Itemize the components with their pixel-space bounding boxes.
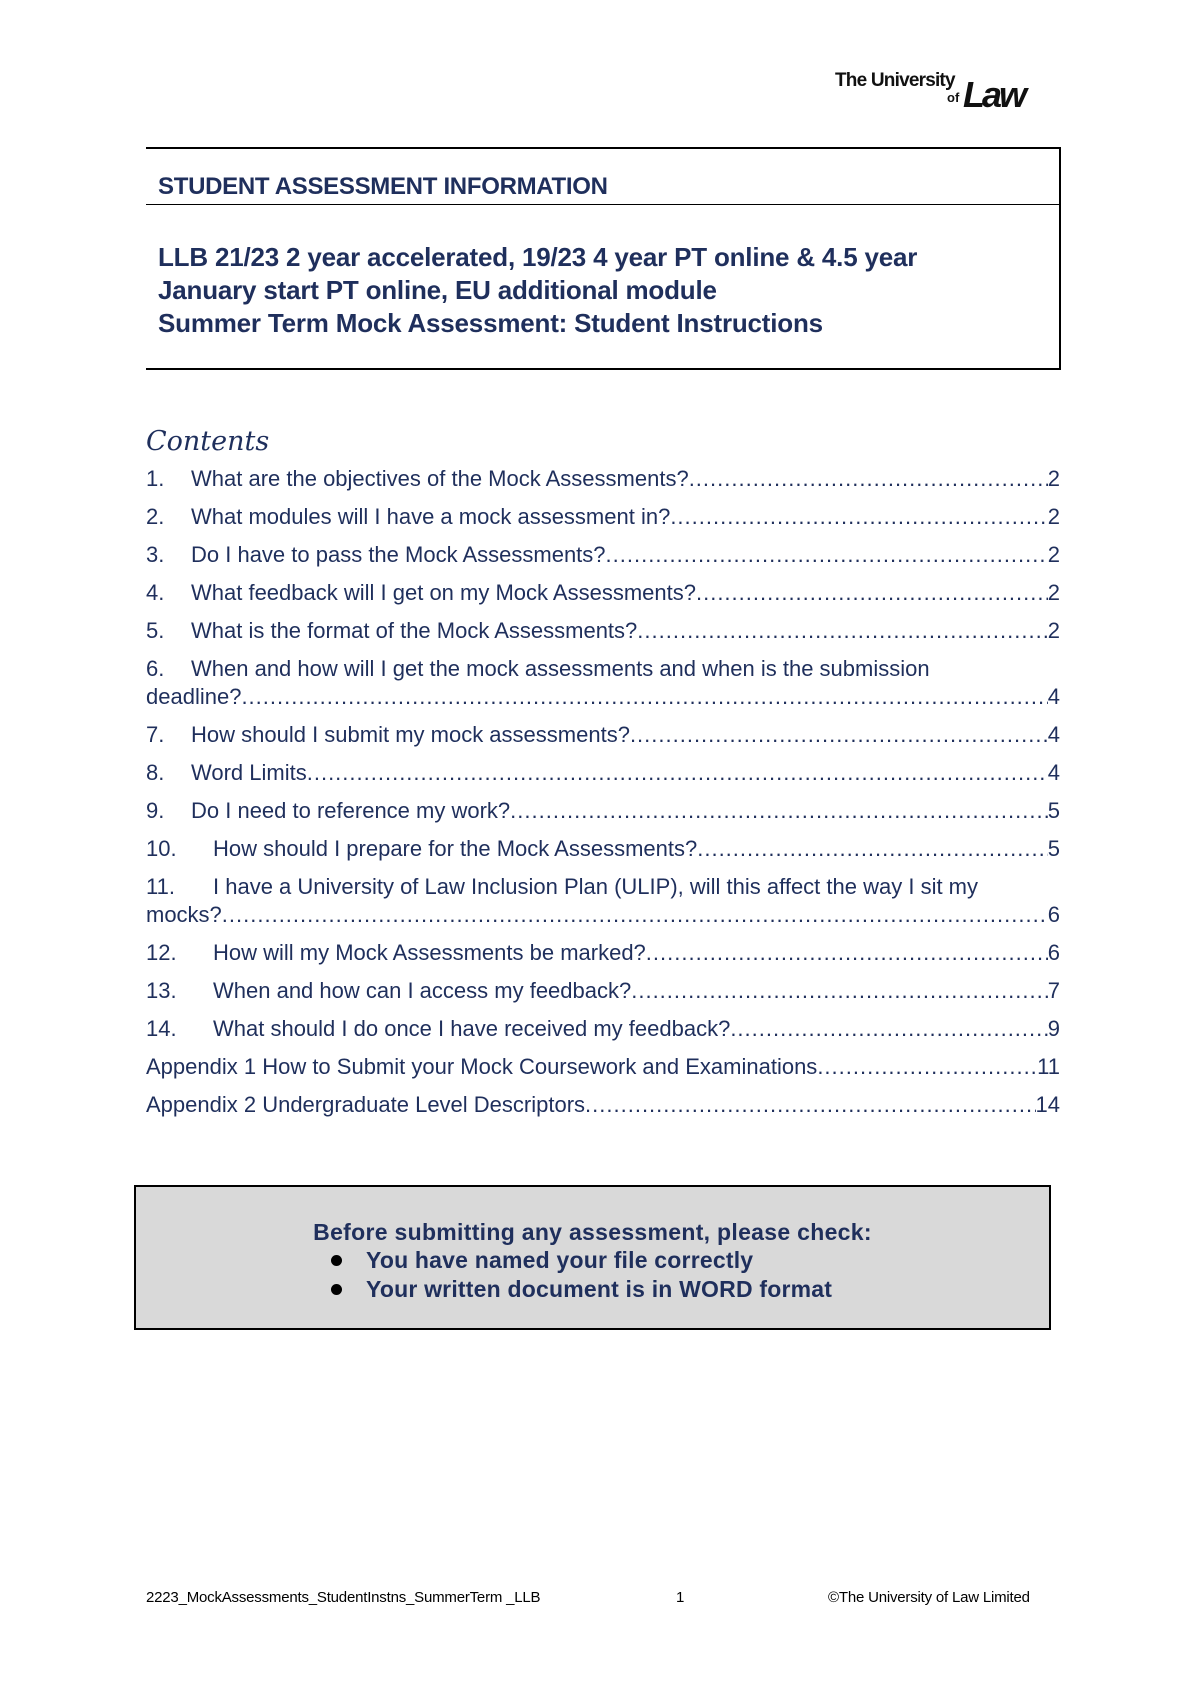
toc-number: 13. bbox=[146, 978, 177, 1003]
toc-entry[interactable] bbox=[146, 503, 1060, 541]
toc-title: What are the objectives of the Mock Assessments? bbox=[191, 466, 689, 491]
toc-title: What modules will I have a mock assessment in? bbox=[191, 504, 671, 529]
toc-number: 14. bbox=[146, 1016, 177, 1041]
toc-title: Word Limits bbox=[191, 760, 307, 785]
checklist bbox=[326, 1247, 832, 1305]
toc-leader bbox=[630, 721, 1048, 749]
toc-page-number: 6 bbox=[1047, 902, 1060, 927]
toc-page-number: 11 bbox=[1037, 1054, 1060, 1079]
contents-heading: Contents bbox=[146, 426, 270, 457]
toc-leader bbox=[646, 939, 1048, 967]
toc-title-continued: mocks? bbox=[146, 902, 222, 927]
toc-leader bbox=[697, 835, 1048, 863]
toc-leader bbox=[585, 1091, 1035, 1119]
toc-page-number: 4 bbox=[1047, 760, 1060, 785]
toc-entry[interactable] bbox=[146, 977, 1060, 1015]
toc-entry[interactable] bbox=[146, 1091, 1060, 1129]
toc-page-number: 5 bbox=[1047, 836, 1060, 861]
logo-line3: Law bbox=[963, 74, 1025, 115]
toc-title: Appendix 2 Undergraduate Level Descriptors bbox=[146, 1092, 586, 1117]
toc-leader bbox=[637, 617, 1047, 645]
toc-number: 9. bbox=[146, 798, 165, 823]
checklist-item bbox=[326, 1247, 832, 1276]
toc-page-number: 5 bbox=[1047, 798, 1060, 823]
toc-page-number: 2 bbox=[1047, 618, 1060, 643]
toc-entry[interactable] bbox=[146, 721, 1060, 759]
toc-entry[interactable] bbox=[146, 1053, 1060, 1091]
toc-number: 2. bbox=[146, 504, 165, 529]
toc-number: 6. bbox=[146, 656, 165, 681]
toc-title: What feedback will I get on my Mock Assessments? bbox=[191, 580, 696, 605]
toc-leader bbox=[307, 759, 1048, 787]
toc-page-number: 4 bbox=[1047, 684, 1060, 709]
toc-page-number: 2 bbox=[1047, 542, 1060, 567]
toc-title: Appendix 1 How to Submit your Mock Coursework and Examinations bbox=[146, 1054, 818, 1079]
toc-leader bbox=[241, 683, 1047, 711]
toc-title: Do I need to reference my work? bbox=[191, 798, 511, 823]
toc-number: 7. bbox=[146, 722, 165, 747]
checklist-item-text: Your written document is in WORD format bbox=[366, 1276, 833, 1302]
toc-title: Do I have to pass the Mock Assessments? bbox=[191, 542, 606, 567]
info-heading: STUDENT ASSESSMENT INFORMATION bbox=[158, 173, 608, 200]
checklist-item-text: You have named your file correctly bbox=[366, 1247, 754, 1273]
toc-number: 8. bbox=[146, 760, 165, 785]
toc-number: 4. bbox=[146, 580, 165, 605]
bullet-icon bbox=[331, 1284, 342, 1295]
toc-leader bbox=[670, 503, 1047, 531]
toc-title: What should I do once I have received my feedback? bbox=[213, 1016, 731, 1041]
toc-title: When and how can I access my feedback? bbox=[213, 978, 632, 1003]
toc-title-continued: deadline? bbox=[146, 684, 242, 709]
toc-entry[interactable] bbox=[146, 939, 1060, 977]
logo-line1: The University bbox=[835, 70, 955, 91]
submission-checklist-box bbox=[134, 1185, 1051, 1330]
toc-entry[interactable] bbox=[146, 655, 1060, 721]
table-of-contents bbox=[146, 465, 1060, 1129]
logo-line2: of bbox=[947, 90, 960, 105]
toc-leader bbox=[510, 797, 1048, 825]
toc-page-number: 2 bbox=[1047, 504, 1060, 529]
title-line: Summer Term Mock Assessment: Student Instructions bbox=[158, 308, 823, 338]
assessment-info-box bbox=[146, 147, 1061, 370]
title-line: LLB 21/23 2 year accelerated, 19/23 4 year PT online & 4.5 year bbox=[158, 242, 918, 272]
toc-number: 1. bbox=[146, 466, 165, 491]
toc-page-number: 14 bbox=[1035, 1092, 1060, 1117]
toc-title: I have a University of Law Inclusion Plan (ULIP), will this affect the way I sit my bbox=[213, 874, 979, 899]
document-title bbox=[158, 241, 1048, 340]
bullet-icon bbox=[331, 1255, 342, 1266]
toc-leader bbox=[696, 579, 1048, 607]
toc-page-number: 2 bbox=[1047, 580, 1060, 605]
university-logo bbox=[835, 70, 1045, 115]
footer-filename: 2223_MockAssessments_StudentInstns_SummerTerm _LLB bbox=[146, 1589, 541, 1606]
toc-title: How will my Mock Assessments be marked? bbox=[213, 940, 646, 965]
toc-number: 3. bbox=[146, 542, 165, 567]
toc-entry[interactable] bbox=[146, 579, 1060, 617]
toc-page-number: 9 bbox=[1047, 1016, 1060, 1041]
toc-title: When and how will I get the mock assessments and when is the submission bbox=[191, 656, 930, 681]
toc-leader bbox=[631, 977, 1048, 1005]
toc-leader bbox=[730, 1015, 1047, 1043]
toc-entry[interactable] bbox=[146, 835, 1060, 873]
toc-leader bbox=[222, 901, 1048, 929]
toc-page-number: 4 bbox=[1047, 722, 1060, 747]
checklist-heading: Before submitting any assessment, please check: bbox=[313, 1219, 872, 1245]
toc-leader bbox=[689, 465, 1048, 493]
footer-page-number: 1 bbox=[676, 1589, 685, 1606]
toc-title: How should I prepare for the Mock Assessments? bbox=[213, 836, 698, 861]
toc-entry[interactable] bbox=[146, 465, 1060, 503]
toc-entry[interactable] bbox=[146, 1015, 1060, 1053]
toc-number: 12. bbox=[146, 940, 177, 965]
toc-leader bbox=[817, 1053, 1037, 1081]
toc-number: 11. bbox=[146, 874, 175, 899]
footer-copyright: ©The University of Law Limited bbox=[828, 1589, 1030, 1606]
title-line: January start PT online, EU additional module bbox=[158, 275, 717, 305]
toc-number: 5. bbox=[146, 618, 165, 643]
toc-title: How should I submit my mock assessments? bbox=[191, 722, 630, 747]
info-divider bbox=[146, 204, 1059, 205]
toc-entry[interactable] bbox=[146, 541, 1060, 579]
toc-entry[interactable] bbox=[146, 873, 1060, 939]
toc-leader bbox=[606, 541, 1048, 569]
toc-entry[interactable] bbox=[146, 759, 1060, 797]
checklist-item bbox=[326, 1276, 832, 1305]
toc-entry[interactable] bbox=[146, 617, 1060, 655]
toc-title: What is the format of the Mock Assessments? bbox=[191, 618, 638, 643]
toc-number: 10. bbox=[146, 836, 177, 861]
toc-entry[interactable] bbox=[146, 797, 1060, 835]
toc-page-number: 6 bbox=[1047, 940, 1060, 965]
toc-page-number: 2 bbox=[1047, 466, 1060, 491]
toc-page-number: 7 bbox=[1047, 978, 1060, 1003]
